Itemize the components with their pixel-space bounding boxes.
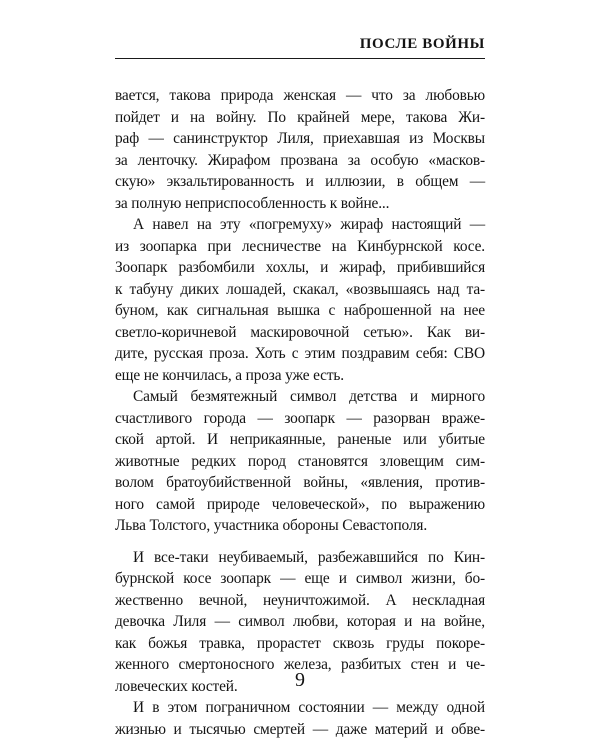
- text-line: бурнской косе зоопарк — еще и символ жизни, бо-: [115, 570, 485, 587]
- page-number: 9: [295, 669, 305, 691]
- text-line: ного самой природе человеческой», по выражению: [115, 495, 485, 513]
- text-line: буном, как сигнальная вышка с наброшенной на нее: [115, 302, 485, 319]
- text-line: Зоопарк разбомбили хохлы, и жираф, прибившийся: [115, 259, 485, 276]
- text-line: счастливого города — зоопарк — разорван враже-: [115, 409, 485, 427]
- text-line: ской артой. И неприкаянные, раненые или убитые: [115, 431, 485, 448]
- header-rule: [115, 58, 485, 59]
- body-text: [115, 85, 485, 740]
- text-line: как божья травка, прорастет сквозь груды покоре-: [115, 634, 485, 652]
- text-line: пойдет и на войну. По крайней мере, такова Жи-: [115, 108, 485, 126]
- text-line: раф — санинструктор Лиля, приехавшая из Москвы: [115, 130, 485, 147]
- text-line: скую» экзальтированность и иллюзии, в общем —: [115, 173, 485, 190]
- text-line: дите, русская проза. Хоть с этим поздравим себя: СВО: [115, 345, 485, 362]
- paragraph-spacer: [115, 537, 485, 547]
- text-line: светло-коричневой маскировочной сетью». Как ви-: [115, 323, 485, 341]
- running-title: ПОСЛЕ ВОЙНЫ: [359, 36, 485, 52]
- text-line: жизнью и тысячью смертей — даже материй и обве-: [115, 720, 485, 738]
- text-line: ловеческих костей.: [115, 677, 238, 695]
- text-line: из зоопарка при лесничестве на Кинбурнской косе.: [115, 237, 485, 255]
- paragraph-1: [115, 85, 485, 214]
- paragraph-2: [115, 214, 485, 386]
- text-line: вается, такова природа женская — что за любовью: [115, 87, 485, 104]
- paragraph-3: [115, 386, 485, 537]
- paragraph-5: [115, 697, 485, 740]
- text-line: к табуну диких лошадей, скакал, «возвышаясь над та-: [115, 280, 485, 298]
- text-line: за ленточку. Жирафом прозвана за особую «масков-: [115, 151, 485, 169]
- text-line: животные редких пород становятся зловещим сим-: [115, 452, 485, 470]
- text-line: А навел на эту «погремуху» жираф настоящий —: [133, 216, 485, 233]
- text-line: женного смертоносного железа, разбитых стен и че-: [115, 656, 485, 673]
- text-line: волом братоубийственной войны, «явления, против-: [115, 474, 485, 491]
- text-line: еще не кончилась, а проза уже есть.: [115, 366, 344, 384]
- text-line: Льва Толстого, участника обороны Севастополя.: [115, 517, 428, 534]
- text-line: Самый безмятежный символ детства и мирного: [133, 388, 485, 405]
- text-line: И в этом пограничном состоянии — между одной: [133, 699, 485, 716]
- text-line: за полную неприспособленность к войне...: [115, 194, 390, 212]
- text-line: девочка Лиля — символ любви, которая и на войне,: [115, 613, 485, 630]
- text-line: И все-таки неубиваемый, разбежавшийся по Кин-: [133, 548, 485, 566]
- text-line: жественно вечной, неуничтожимой. А нескладная: [115, 591, 485, 609]
